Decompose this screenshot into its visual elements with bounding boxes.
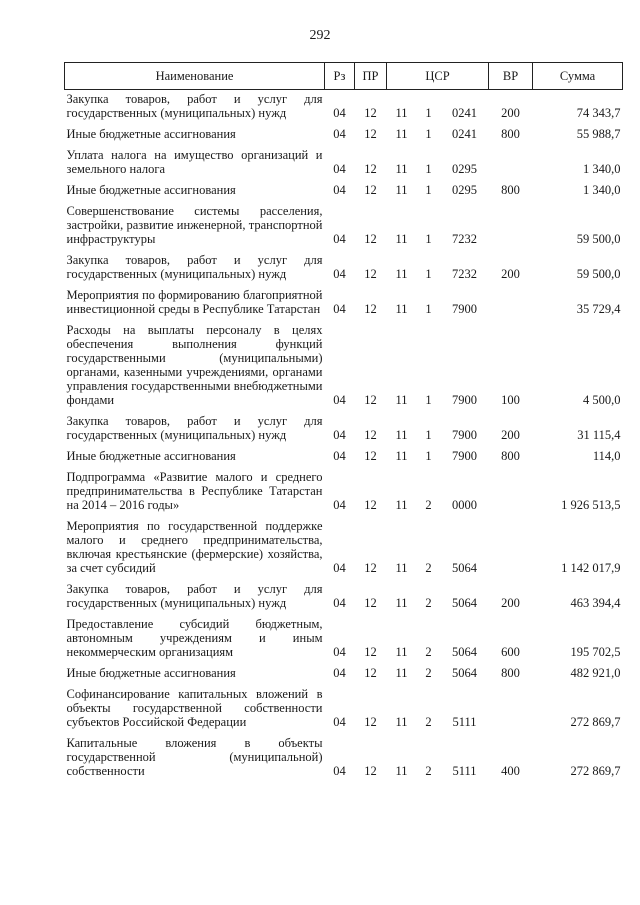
table-row bbox=[65, 664, 623, 685]
row-sum: 4 500,0 bbox=[583, 393, 621, 407]
row-sum: 463 394,4 bbox=[570, 596, 621, 610]
row-pr: 12 bbox=[364, 302, 377, 316]
row-rz: 04 bbox=[333, 106, 346, 120]
row-pr: 12 bbox=[364, 645, 377, 659]
row-csr-2: 1 bbox=[425, 183, 432, 197]
row-vr: 400 bbox=[501, 764, 520, 778]
row-csr-1: 11 bbox=[395, 232, 408, 246]
row-csr-2: 2 bbox=[425, 498, 432, 512]
row-csr-1: 11 bbox=[395, 561, 408, 575]
table-row bbox=[65, 202, 623, 251]
row-csr-1: 11 bbox=[395, 645, 408, 659]
row-csr-1: 11 bbox=[395, 162, 408, 176]
row-rz: 04 bbox=[333, 428, 346, 442]
row-name: Закупка товаров, работ и услуг для государственных (муниципальных) нужд bbox=[66, 582, 323, 610]
row-csr-2: 2 bbox=[425, 561, 432, 575]
header-name: Наименование bbox=[65, 63, 325, 90]
table-row bbox=[65, 615, 623, 664]
row-sum: 1 340,0 bbox=[583, 162, 621, 176]
row-name: Закупка товаров, работ и услуг для государственных (муниципальных) нужд bbox=[66, 92, 323, 120]
row-csr-3: 7900 bbox=[452, 428, 478, 442]
row-name: Софинансирование капитальных вложений в объекты государственной собственности субъектов Российской Федерации bbox=[66, 687, 323, 729]
row-csr-2: 1 bbox=[425, 162, 432, 176]
page-number: 292 bbox=[309, 28, 331, 43]
row-csr-3: 7232 bbox=[452, 267, 478, 281]
row-vr bbox=[489, 146, 533, 181]
row-csr-3: 7900 bbox=[452, 449, 478, 463]
row-csr-3: 7900 bbox=[452, 302, 478, 316]
row-csr-2: 1 bbox=[425, 106, 432, 120]
table-header bbox=[65, 63, 623, 90]
row-rz: 04 bbox=[333, 596, 346, 610]
table-row bbox=[65, 90, 623, 126]
row-pr: 12 bbox=[364, 449, 377, 463]
row-vr: 800 bbox=[501, 449, 520, 463]
row-csr-1: 11 bbox=[395, 267, 408, 281]
row-name: Подпрограмма «Развитие малого и среднего предпринимательства в Республике Татарстан на 2014 – 2016 годы» bbox=[66, 470, 323, 512]
row-csr-1: 11 bbox=[395, 715, 408, 729]
row-csr-1: 11 bbox=[395, 449, 408, 463]
row-vr: 800 bbox=[501, 127, 520, 141]
row-vr: 800 bbox=[501, 183, 520, 197]
row-csr-2: 1 bbox=[425, 127, 432, 141]
row-pr: 12 bbox=[364, 764, 377, 778]
table-row bbox=[65, 321, 623, 412]
row-csr-3: 0241 bbox=[452, 127, 478, 141]
row-csr-3: 0295 bbox=[452, 162, 478, 176]
row-name: Иные бюджетные ассигнования bbox=[66, 183, 236, 197]
row-csr-1: 11 bbox=[395, 393, 408, 407]
row-name: Расходы на выплаты персоналу в целях обеспечения выполнения функций государственными (муниципальными) органами, казенными учреждениями, органами управления государственными внебюджетными фондами bbox=[66, 323, 323, 407]
row-csr-2: 1 bbox=[425, 428, 432, 442]
row-rz: 04 bbox=[333, 498, 346, 512]
row-sum: 1 340,0 bbox=[583, 183, 621, 197]
row-pr: 12 bbox=[364, 715, 377, 729]
row-rz: 04 bbox=[333, 393, 346, 407]
row-vr: 200 bbox=[501, 596, 520, 610]
table-row bbox=[65, 251, 623, 286]
table-row bbox=[65, 685, 623, 734]
table-row bbox=[65, 468, 623, 517]
row-csr-3: 5064 bbox=[452, 645, 478, 659]
row-rz: 04 bbox=[333, 127, 346, 141]
header-rz: Рз bbox=[325, 63, 355, 90]
budget-table bbox=[64, 62, 623, 783]
row-name: Мероприятия по формированию благоприятной инвестиционной среды в Республике Татарстан bbox=[66, 288, 323, 316]
header-vr: ВР bbox=[489, 63, 533, 90]
row-vr: 600 bbox=[501, 645, 520, 659]
row-csr-3: 0295 bbox=[452, 183, 478, 197]
row-pr: 12 bbox=[364, 596, 377, 610]
row-pr: 12 bbox=[364, 183, 377, 197]
table-row bbox=[65, 146, 623, 181]
row-name: Закупка товаров, работ и услуг для государственных (муниципальных) нужд bbox=[66, 253, 323, 281]
row-csr-1: 11 bbox=[395, 764, 408, 778]
table-row bbox=[65, 412, 623, 447]
row-csr-3: 7900 bbox=[452, 393, 478, 407]
row-sum: 272 869,7 bbox=[570, 764, 621, 778]
row-sum: 55 988,7 bbox=[576, 127, 621, 141]
row-sum: 482 921,0 bbox=[570, 666, 621, 680]
row-sum: 59 500,0 bbox=[576, 232, 621, 246]
row-csr-3: 5064 bbox=[452, 561, 478, 575]
row-csr-2: 2 bbox=[425, 715, 432, 729]
table-row bbox=[65, 734, 623, 783]
row-vr: 100 bbox=[501, 393, 520, 407]
row-vr: 800 bbox=[501, 666, 520, 680]
row-pr: 12 bbox=[364, 666, 377, 680]
row-rz: 04 bbox=[333, 715, 346, 729]
row-csr-2: 2 bbox=[425, 645, 432, 659]
table-row bbox=[65, 447, 623, 468]
row-pr: 12 bbox=[364, 498, 377, 512]
row-csr-3: 5111 bbox=[452, 715, 477, 729]
row-sum: 114,0 bbox=[592, 449, 621, 463]
row-pr: 12 bbox=[364, 267, 377, 281]
row-sum: 35 729,4 bbox=[576, 302, 621, 316]
row-vr bbox=[489, 685, 533, 734]
row-csr-3: 7232 bbox=[452, 232, 478, 246]
row-csr-1: 11 bbox=[395, 428, 408, 442]
table-row bbox=[65, 580, 623, 615]
row-sum: 195 702,5 bbox=[570, 645, 621, 659]
row-pr: 12 bbox=[364, 162, 377, 176]
table-row bbox=[65, 125, 623, 146]
row-csr-1: 11 bbox=[395, 302, 408, 316]
row-rz: 04 bbox=[333, 764, 346, 778]
row-sum: 272 869,7 bbox=[570, 715, 621, 729]
row-rz: 04 bbox=[333, 645, 346, 659]
row-rz: 04 bbox=[333, 162, 346, 176]
row-pr: 12 bbox=[364, 232, 377, 246]
row-csr-1: 11 bbox=[395, 106, 408, 120]
row-pr: 12 bbox=[364, 393, 377, 407]
row-pr: 12 bbox=[364, 127, 377, 141]
row-name: Иные бюджетные ассигнования bbox=[66, 127, 236, 141]
row-csr-1: 11 bbox=[395, 498, 408, 512]
row-rz: 04 bbox=[333, 666, 346, 680]
row-csr-3: 0241 bbox=[452, 106, 478, 120]
row-csr-2: 1 bbox=[425, 267, 432, 281]
row-csr-3: 5064 bbox=[452, 666, 478, 680]
row-sum: 31 115,4 bbox=[577, 428, 621, 442]
row-rz: 04 bbox=[333, 232, 346, 246]
row-csr-2: 1 bbox=[425, 449, 432, 463]
row-name: Уплата налога на имущество организаций и земельного налога bbox=[66, 148, 323, 176]
row-csr-3: 0000 bbox=[452, 498, 478, 512]
row-csr-1: 11 bbox=[395, 183, 408, 197]
row-csr-1: 11 bbox=[395, 666, 408, 680]
row-name: Предоставление субсидий бюджетным, автономным учреждениям и иным некоммерческим организациям bbox=[66, 617, 323, 659]
row-csr-1: 11 bbox=[395, 127, 408, 141]
row-vr bbox=[489, 517, 533, 580]
row-pr: 12 bbox=[364, 106, 377, 120]
row-sum: 59 500,0 bbox=[576, 267, 621, 281]
row-rz: 04 bbox=[333, 561, 346, 575]
row-csr-2: 2 bbox=[425, 596, 432, 610]
row-pr: 12 bbox=[364, 428, 377, 442]
row-csr-1: 11 bbox=[395, 596, 408, 610]
row-vr bbox=[489, 202, 533, 251]
row-vr: 200 bbox=[501, 106, 520, 120]
row-vr bbox=[489, 468, 533, 517]
table-body bbox=[65, 90, 623, 784]
table-row bbox=[65, 181, 623, 202]
header-sum: Сумма bbox=[533, 63, 623, 90]
row-csr-2: 2 bbox=[425, 764, 432, 778]
row-rz: 04 bbox=[333, 449, 346, 463]
row-name: Капитальные вложения в объекты государственной (муниципальной) собственности bbox=[66, 736, 323, 778]
table-row bbox=[65, 286, 623, 321]
row-sum: 1 142 017,9 bbox=[561, 561, 621, 575]
row-csr-2: 1 bbox=[425, 393, 432, 407]
row-csr-3: 5064 bbox=[452, 596, 478, 610]
row-csr-2: 1 bbox=[425, 302, 432, 316]
row-vr bbox=[489, 286, 533, 321]
row-name: Совершенствование системы расселения, застройки, развитие инженерной, транспортной инфраструктуры bbox=[66, 204, 323, 246]
row-rz: 04 bbox=[333, 267, 346, 281]
row-rz: 04 bbox=[333, 302, 346, 316]
header-csr: ЦСР bbox=[387, 63, 489, 90]
row-vr: 200 bbox=[501, 267, 520, 281]
row-vr: 200 bbox=[501, 428, 520, 442]
row-csr-2: 2 bbox=[425, 666, 432, 680]
row-csr-2: 1 bbox=[425, 232, 432, 246]
row-rz: 04 bbox=[333, 183, 346, 197]
row-name: Иные бюджетные ассигнования bbox=[66, 666, 236, 680]
row-pr: 12 bbox=[364, 561, 377, 575]
row-sum: 1 926 513,5 bbox=[561, 498, 621, 512]
row-csr-3: 5111 bbox=[452, 764, 477, 778]
row-sum: 74 343,7 bbox=[576, 106, 621, 120]
header-pr: ПР bbox=[355, 63, 387, 90]
row-name: Иные бюджетные ассигнования bbox=[66, 449, 236, 463]
row-name: Мероприятия по государственной поддержке малого и среднего предпринимательства, включая крестьянские (фермерские) хозяйства, за счет субсидий bbox=[66, 519, 323, 575]
row-name: Закупка товаров, работ и услуг для государственных (муниципальных) нужд bbox=[66, 414, 323, 442]
table-row bbox=[65, 517, 623, 580]
